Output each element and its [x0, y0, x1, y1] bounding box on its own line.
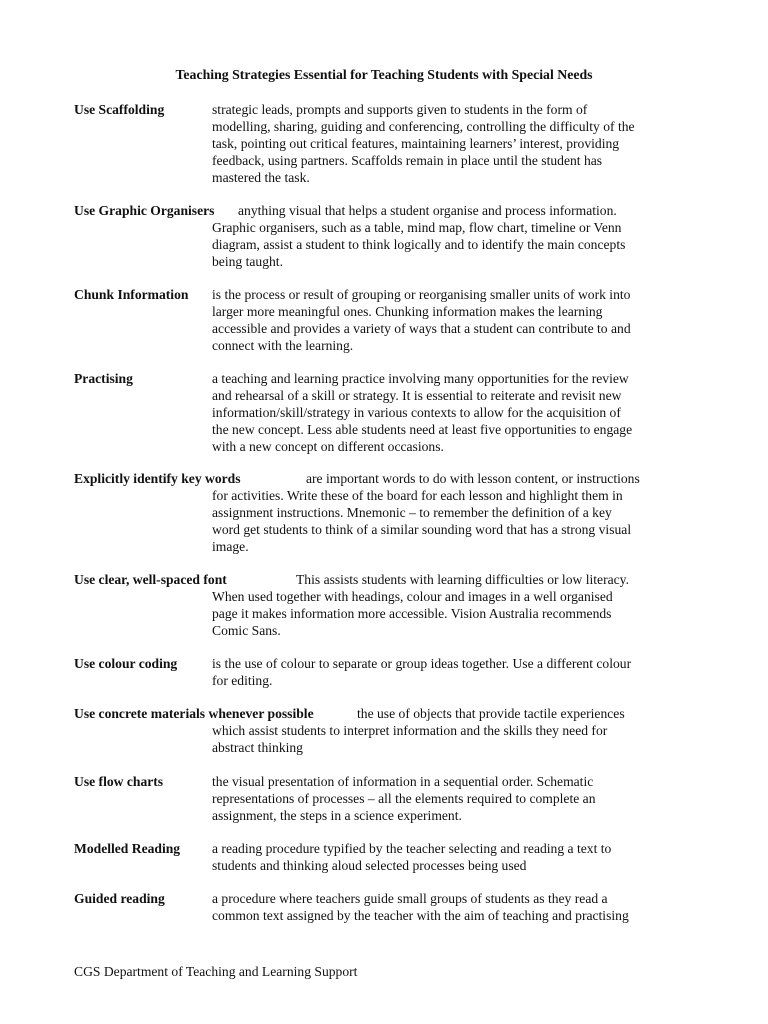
definition-line: abstract thinking: [212, 740, 303, 755]
definition-line: for editing.: [212, 673, 273, 688]
definition-line: the new concept. Less able students need at least five opportunities to engage: [212, 422, 633, 437]
definition-line: word get students to think of a similar sounding word that has a strong visual: [212, 522, 632, 537]
definition-line: assignment instructions. Mnemonic – to remember the definition of a key: [212, 505, 612, 520]
definition-line: connect with the learning.: [212, 338, 354, 353]
definition-line: When used together with headings, colour and images in a well organised: [212, 589, 613, 604]
strategy-term: Use concrete materials whenever possible: [74, 706, 314, 721]
definition-line: are important words to do with lesson content, or instructions: [306, 471, 640, 486]
definition-line: is the process or result of grouping or reorganising smaller units of work into: [212, 287, 631, 302]
definition-line: image.: [212, 539, 249, 554]
definition-line: the use of objects that provide tactile experiences: [357, 706, 625, 721]
definition-line: task, pointing out critical features, maintaining learners’ interest, providing: [212, 136, 620, 151]
definition-line: diagram, assist a student to think logically and to identify the main concepts: [212, 237, 626, 252]
definition-line: common text assigned by the teacher with the aim of teaching and practising: [212, 908, 629, 923]
strategy-term: Practising: [74, 371, 133, 386]
strategy-term: Modelled Reading: [74, 841, 181, 856]
definition-line: is the use of colour to separate or group ideas together. Use a different colour: [212, 656, 632, 671]
definition-line: representations of processes – all the elements required to complete an: [212, 791, 596, 806]
page-title: Teaching Strategies Essential for Teaching Students with Special Needs: [175, 67, 593, 82]
definition-line: a reading procedure typified by the teacher selecting and reading a text to: [212, 841, 612, 856]
definition-line: accessible and provides a variety of ways that a student can contribute to and: [212, 321, 631, 336]
definition-line: which assist students to interpret information and the skills they need for: [212, 723, 608, 738]
definition-line: page it makes information more accessible. Vision Australia recommends: [212, 606, 612, 621]
strategy-term: Use colour coding: [74, 656, 178, 671]
definition-line: assignment, the steps in a science experiment.: [212, 808, 462, 823]
definition-line: and rehearsal of a skill or strategy. It is essential to reiterate and revisit new: [212, 388, 622, 403]
definition-line: for activities. Write these of the board for each lesson and highlight them in: [212, 488, 623, 503]
definition-line: feedback, using partners. Scaffolds remain in place until the student has: [212, 153, 603, 168]
definition-line: students and thinking aloud selected processes being used: [212, 858, 527, 873]
definition-line: This assists students with learning difficulties or low literacy.: [296, 572, 629, 587]
page-footer: CGS Department of Teaching and Learning Support: [74, 964, 358, 979]
definition-line: modelling, sharing, guiding and conferencing, controlling the difficulty of the: [212, 119, 635, 134]
definition-line: Comic Sans.: [212, 623, 281, 638]
definition-line: a procedure where teachers guide small groups of students as they read a: [212, 891, 608, 906]
definition-line: the visual presentation of information in a sequential order. Schematic: [212, 774, 594, 789]
strategy-term: Explicitly identify key words: [74, 471, 241, 486]
strategy-term: Use Graphic Organisers: [74, 203, 215, 218]
definition-line: with a new concept on different occasions.: [212, 439, 444, 454]
definition-line: mastered the task.: [212, 170, 310, 185]
definition-line: information/skill/strategy in various contexts to allow for the acquisition of: [212, 405, 621, 420]
definition-line: a teaching and learning practice involving many opportunities for the review: [212, 371, 629, 386]
strategy-term: Use flow charts: [74, 774, 164, 789]
strategy-term: Guided reading: [74, 891, 165, 906]
strategy-term: Use Scaffolding: [74, 102, 165, 117]
definition-line: being taught.: [212, 254, 283, 269]
definition-line: larger more meaningful ones. Chunking information makes the learning: [212, 304, 603, 319]
strategy-term: Use clear, well-spaced font: [74, 572, 227, 587]
definition-line: anything visual that helps a student organise and process information.: [238, 203, 617, 218]
definition-line: strategic leads, prompts and supports given to students in the form of: [212, 102, 588, 117]
strategy-term: Chunk Information: [74, 287, 189, 302]
definition-line: Graphic organisers, such as a table, mind map, flow chart, timeline or Venn: [212, 220, 622, 235]
